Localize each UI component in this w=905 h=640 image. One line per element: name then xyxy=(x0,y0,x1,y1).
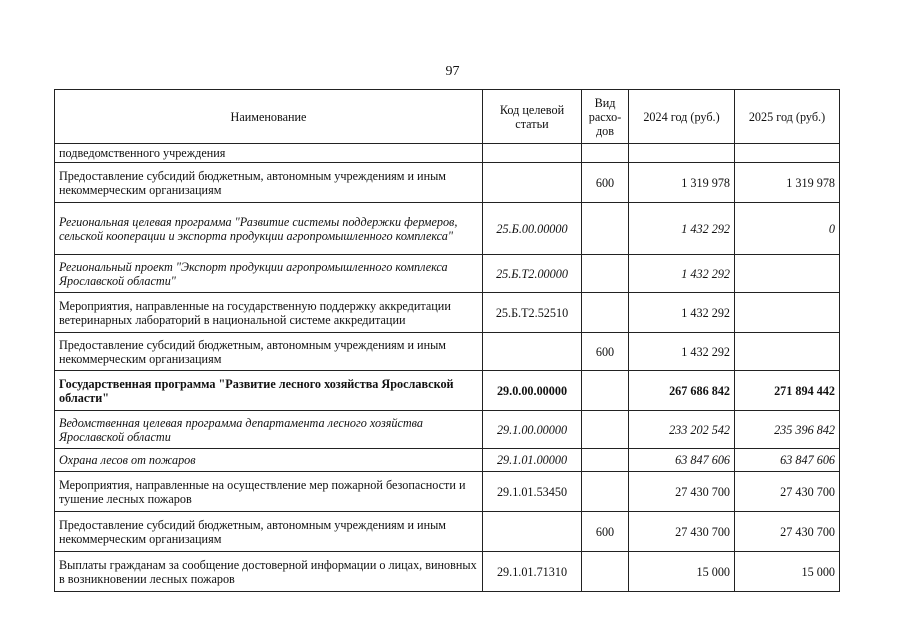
row-type-cell xyxy=(582,472,629,512)
row-type-cell: 600 xyxy=(582,333,629,371)
row-name-cell: Предоставление субсидий бюджетным, автономным учреждениям и иным некоммерческим организациям xyxy=(55,512,483,552)
budget-table xyxy=(54,89,840,592)
row-name-cell: Ведомственная целевая программа департамента лесного хозяйства Ярославской области xyxy=(55,411,483,449)
row-2025-cell: 27 430 700 xyxy=(735,512,840,552)
row-2025-cell xyxy=(735,293,840,333)
row-name-cell: Выплаты гражданам за сообщение достоверной информации о лицах, виновных в возникновении лесных пожаров xyxy=(55,552,483,592)
row-code-cell: 29.0.00.00000 xyxy=(483,371,582,411)
row-code-cell xyxy=(483,144,582,163)
table-row xyxy=(55,552,840,592)
table-row xyxy=(55,411,840,449)
row-2025-cell: 27 430 700 xyxy=(735,472,840,512)
row-code-cell: 25.Б.Т2.00000 xyxy=(483,255,582,293)
header-code: Код целевой статьи xyxy=(483,90,582,144)
row-code-cell: 25.Б.00.00000 xyxy=(483,203,582,255)
table-row xyxy=(55,203,840,255)
row-2025-cell: 15 000 xyxy=(735,552,840,592)
header-2025: 2025 год (руб.) xyxy=(735,90,840,144)
row-code-cell xyxy=(483,512,582,552)
table-row xyxy=(55,293,840,333)
row-code-cell xyxy=(483,163,582,203)
row-2025-cell: 63 847 606 xyxy=(735,449,840,472)
table-row xyxy=(55,333,840,371)
header-name: Наименование xyxy=(55,90,483,144)
row-code-cell: 29.1.01.00000 xyxy=(483,449,582,472)
row-name-cell: Региональная целевая программа "Развитие системы поддержки фермеров, сельской кооперации и экспорта продукции агропромышленного комплекса" xyxy=(55,203,483,255)
table-row xyxy=(55,371,840,411)
row-name-cell: подведомственного учреждения xyxy=(55,144,483,163)
row-type-cell xyxy=(582,255,629,293)
row-2024-cell: 63 847 606 xyxy=(629,449,735,472)
row-2024-cell: 27 430 700 xyxy=(629,512,735,552)
row-2025-cell xyxy=(735,333,840,371)
row-2024-cell: 1 432 292 xyxy=(629,255,735,293)
row-2025-cell xyxy=(735,144,840,163)
row-2025-cell: 1 319 978 xyxy=(735,163,840,203)
row-type-cell xyxy=(582,144,629,163)
row-name-cell: Мероприятия, направленные на государственную поддержку аккредитации ветеринарных лабораторий в национальной системе аккредитации xyxy=(55,293,483,333)
row-2024-cell: 1 432 292 xyxy=(629,333,735,371)
header-type: Вид расхо-дов xyxy=(582,90,629,144)
row-type-cell xyxy=(582,203,629,255)
table-header-row xyxy=(55,90,840,144)
row-code-cell: 29.1.00.00000 xyxy=(483,411,582,449)
row-name-cell: Региональный проект "Экспорт продукции агропромышленного комплекса Ярославской области" xyxy=(55,255,483,293)
row-2024-cell: 1 432 292 xyxy=(629,203,735,255)
row-2025-cell: 235 396 842 xyxy=(735,411,840,449)
row-type-cell: 600 xyxy=(582,512,629,552)
row-2024-cell xyxy=(629,144,735,163)
row-type-cell xyxy=(582,449,629,472)
table-body xyxy=(55,144,840,592)
row-2025-cell xyxy=(735,255,840,293)
table-row xyxy=(55,512,840,552)
row-code-cell: 25.Б.Т2.52510 xyxy=(483,293,582,333)
table-row xyxy=(55,472,840,512)
row-code-cell: 29.1.01.53450 xyxy=(483,472,582,512)
row-name-cell: Государственная программа "Развитие лесного хозяйства Ярославской области" xyxy=(55,371,483,411)
row-2024-cell: 15 000 xyxy=(629,552,735,592)
row-2024-cell: 267 686 842 xyxy=(629,371,735,411)
row-type-cell xyxy=(582,552,629,592)
table-row xyxy=(55,144,840,163)
page-number: 97 xyxy=(445,64,460,79)
row-code-cell xyxy=(483,333,582,371)
table-row xyxy=(55,255,840,293)
row-2024-cell: 233 202 542 xyxy=(629,411,735,449)
row-2024-cell: 27 430 700 xyxy=(629,472,735,512)
header-2024: 2024 год (руб.) xyxy=(629,90,735,144)
row-2025-cell: 0 xyxy=(735,203,840,255)
row-2025-cell: 271 894 442 xyxy=(735,371,840,411)
row-name-cell: Предоставление субсидий бюджетным, автономным учреждениям и иным некоммерческим организациям xyxy=(55,333,483,371)
table-row xyxy=(55,163,840,203)
row-type-cell xyxy=(582,371,629,411)
row-type-cell xyxy=(582,411,629,449)
row-type-cell: 600 xyxy=(582,163,629,203)
row-type-cell xyxy=(582,293,629,333)
row-2024-cell: 1 319 978 xyxy=(629,163,735,203)
row-name-cell: Охрана лесов от пожаров xyxy=(55,449,483,472)
row-code-cell: 29.1.01.71310 xyxy=(483,552,582,592)
table-row xyxy=(55,449,840,472)
row-name-cell: Предоставление субсидий бюджетным, автономным учреждениям и иным некоммерческим организациям xyxy=(55,163,483,203)
row-name-cell: Мероприятия, направленные на осуществление мер пожарной безопасности и тушение лесных пожаров xyxy=(55,472,483,512)
row-2024-cell: 1 432 292 xyxy=(629,293,735,333)
